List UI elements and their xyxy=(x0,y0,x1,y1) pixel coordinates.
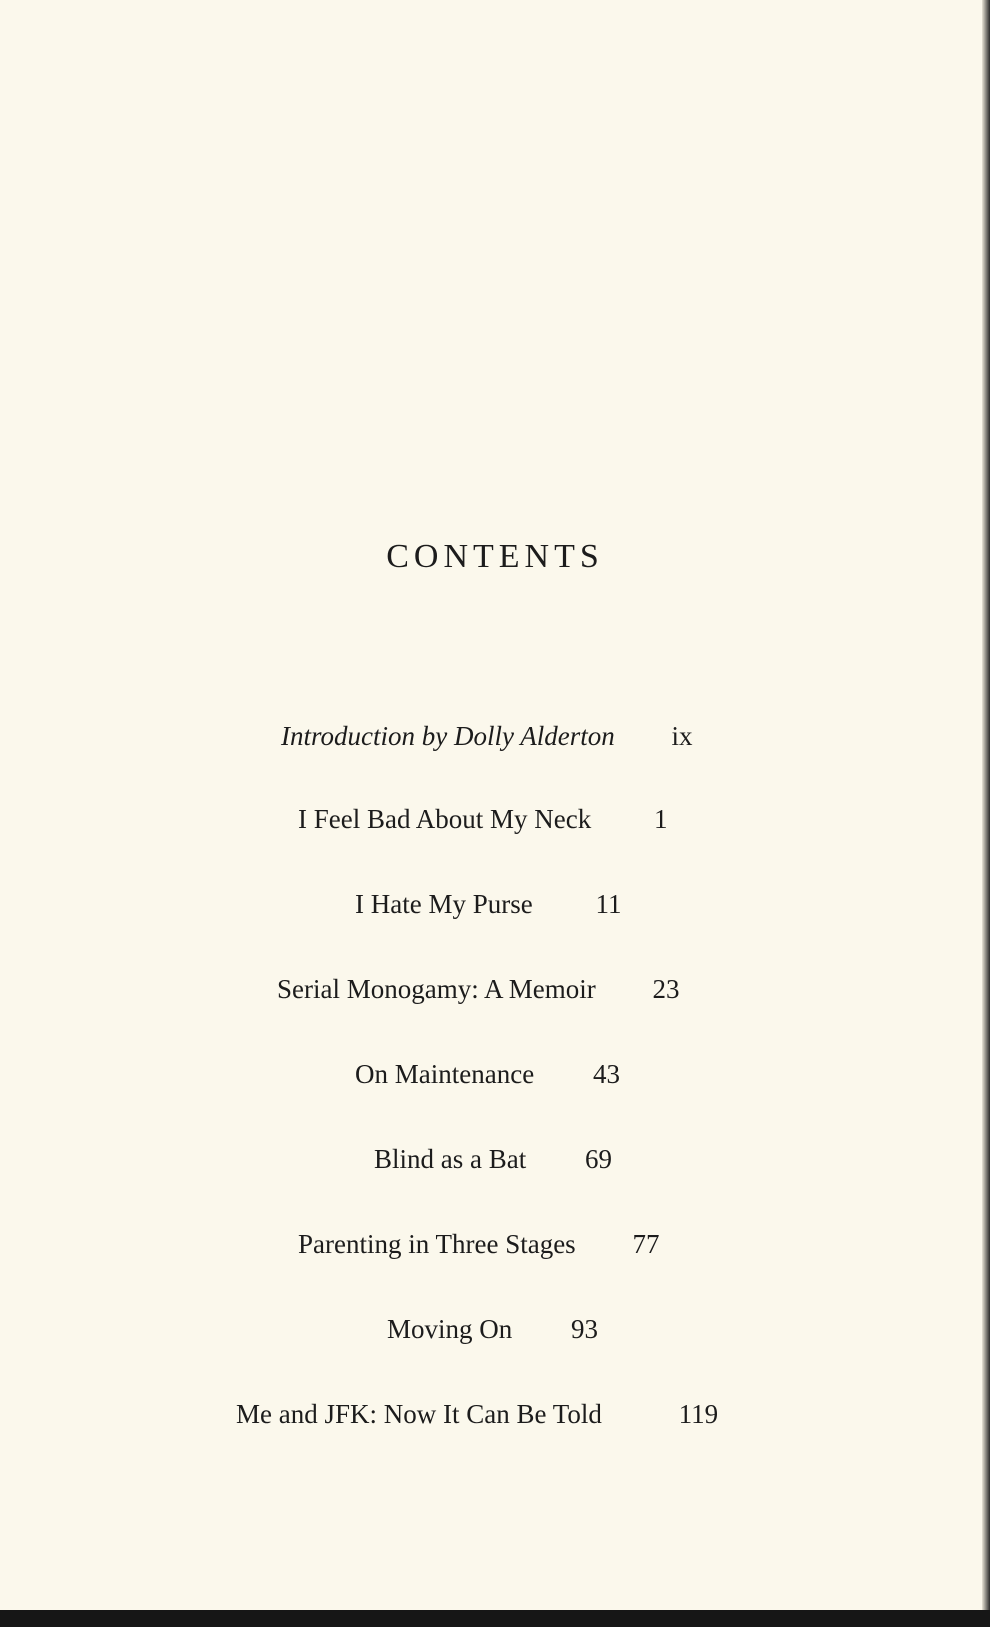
toc-entry xyxy=(277,972,679,1006)
toc-entry-title: Serial Monogamy: A Memoir xyxy=(277,974,596,1004)
toc-entry-page: 11 xyxy=(595,889,622,919)
toc-entry-title: Introduction by Dolly Alderton xyxy=(281,721,615,751)
toc-entry xyxy=(236,1397,718,1431)
toc-entry-title: I Feel Bad About My Neck xyxy=(298,804,592,834)
toc-entry-page: ix xyxy=(671,721,693,751)
toc-entry-page: 43 xyxy=(592,1059,620,1089)
toc-entry-title: On Maintenance xyxy=(355,1059,535,1089)
toc-entry-title: Moving On xyxy=(387,1314,513,1344)
toc-entry-page: 1 xyxy=(653,804,668,834)
toc-entry-page: 77 xyxy=(632,1229,660,1259)
toc-entry-title: Me and JFK: Now It Can Be Told xyxy=(236,1399,602,1429)
page-edge xyxy=(982,0,990,1627)
toc-entry-page: 23 xyxy=(652,974,680,1004)
toc-entry-introduction xyxy=(281,719,692,753)
toc-entry-title: Blind as a Bat xyxy=(374,1144,527,1174)
scan-border xyxy=(0,1610,990,1627)
toc-entry xyxy=(298,802,667,836)
toc-entry-title: I Hate My Purse xyxy=(355,889,533,919)
toc-entry xyxy=(355,887,621,921)
toc-entry-title: Parenting in Three Stages xyxy=(298,1229,576,1259)
toc-entry xyxy=(298,1227,659,1261)
toc-entry xyxy=(355,1057,620,1091)
toc-entry-page: 93 xyxy=(571,1314,599,1344)
toc-entry xyxy=(374,1142,612,1176)
toc-entry-page: 69 xyxy=(584,1144,612,1174)
page-title: CONTENTS xyxy=(386,538,604,575)
toc-entry-page: 119 xyxy=(678,1399,719,1429)
toc-entry xyxy=(387,1312,598,1346)
